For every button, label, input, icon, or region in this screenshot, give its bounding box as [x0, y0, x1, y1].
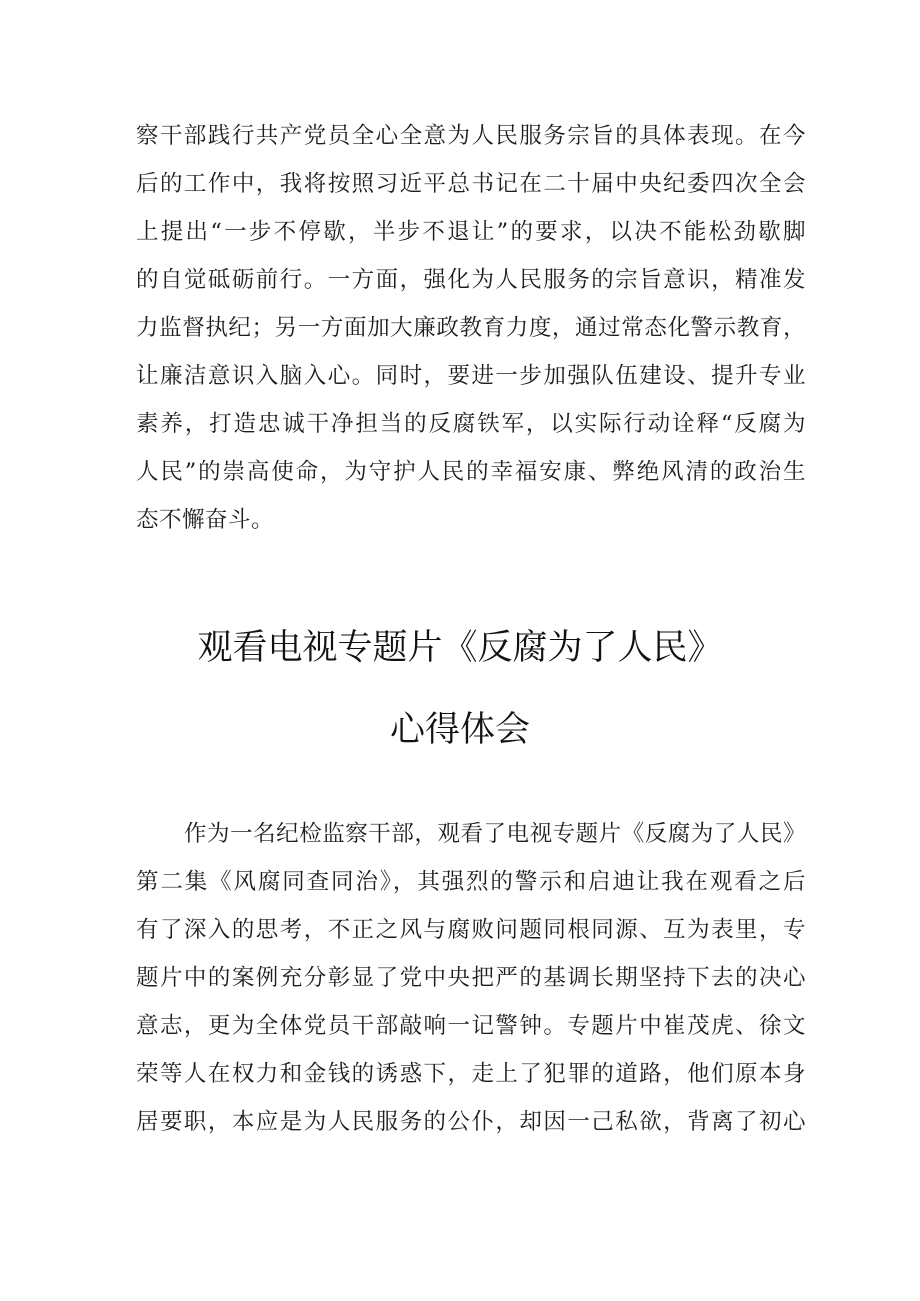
text-line: 的自觉砥砺前行。一方面，强化为人民服务的宗旨意识，精准发	[136, 267, 806, 293]
text-line: 态不懈奋斗。	[136, 507, 275, 533]
text-line: 有了深入的思考，不正之风与腐败问题同根同源、互为表里，专	[136, 917, 806, 943]
text-line: 让廉洁意识入脑入心。同时，要进一步加强队伍建设、提升专业	[136, 363, 806, 389]
text-line: 力监督执纪；另一方面加大廉政教育力度，通过常态化警示教育，	[136, 315, 806, 341]
text-line: 意志，更为全体党员干部敲响一记警钟。专题片中崔茂虎、徐文	[136, 1013, 806, 1039]
text-line: 人民”的崇高使命，为守护人民的幸福安康、弊绝风清的政治生	[136, 459, 806, 485]
text-line: 察干部践行共产党员全心全意为人民服务宗旨的具体表现。在今	[136, 123, 806, 149]
text-line: 素养，打造忠诚干净担当的反腐铁军，以实际行动诠释“反腐为	[136, 411, 806, 437]
text-line: 后的工作中，我将按照习近平总书记在二十届中央纪委四次全会	[136, 171, 806, 197]
text-line: 上提出“一步不停歇，半步不退让”的要求，以决不能松劲歇脚	[136, 219, 806, 245]
page-subtitle: 心得体会	[389, 710, 530, 750]
page-title: 观看电视专题片《反腐为了人民》	[197, 628, 723, 668]
text-line: 作为一名纪检监察干部，观看了电视专题片《反腐为了人民》	[184, 821, 806, 847]
text-line: 题片中的案例充分彰显了党中央把严的基调长期坚持下去的决心	[136, 965, 806, 991]
text-line: 居要职，本应是为人民服务的公仆，却因一己私欲，背离了初心	[136, 1109, 806, 1135]
text-line: 荣等人在权力和金钱的诱惑下，走上了犯罪的道路，他们原本身	[136, 1061, 806, 1087]
text-line: 第二集《风腐同查同治》，其强烈的警示和启迪让我在观看之后	[136, 869, 806, 895]
